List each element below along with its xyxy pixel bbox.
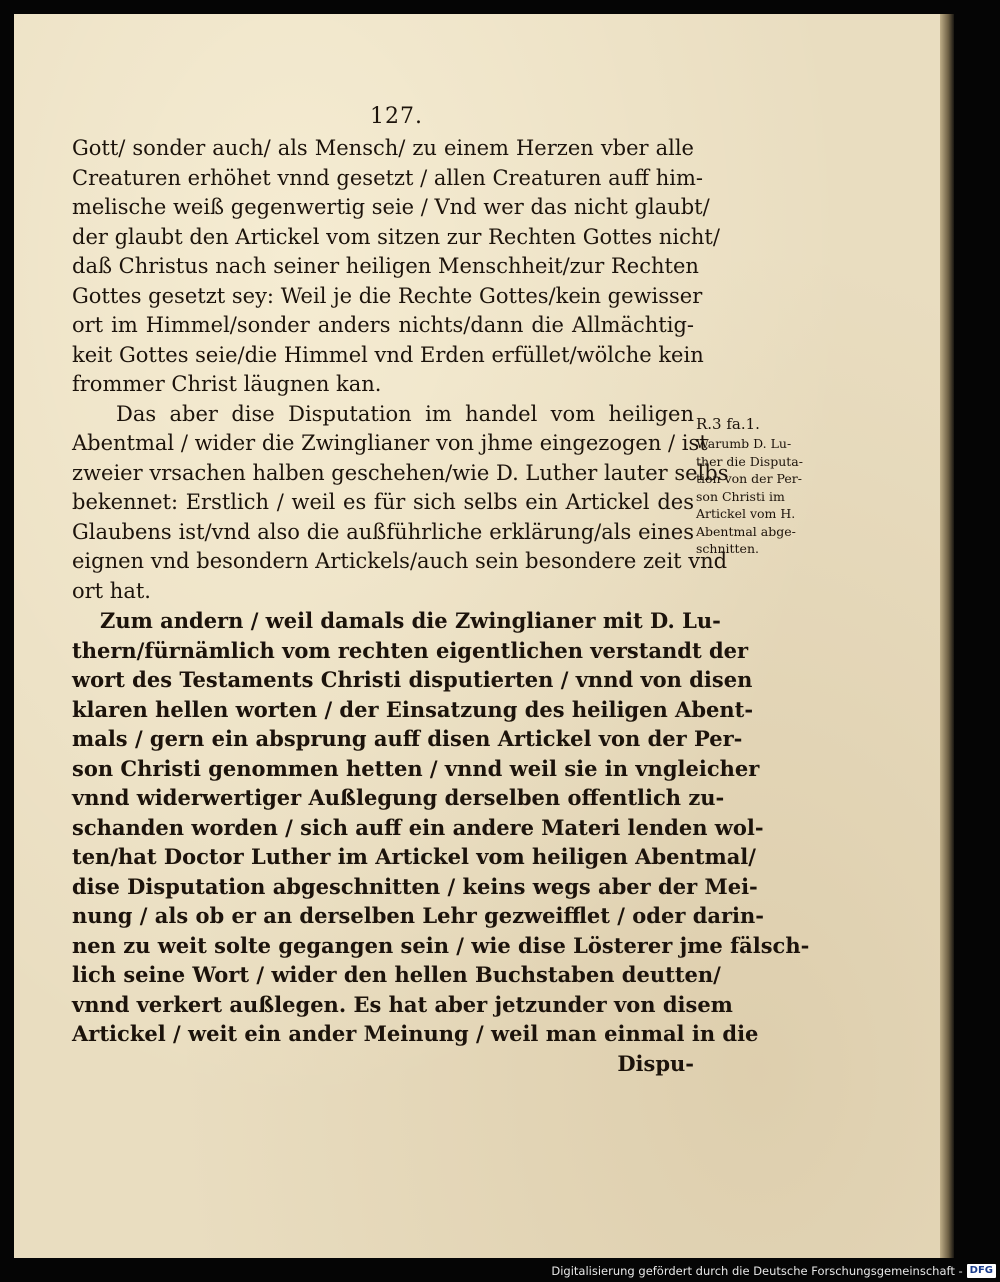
marginal-note xyxy=(696,413,836,558)
page-number: 127. xyxy=(370,104,423,129)
text-line: frommer Christ läugnen kan. xyxy=(72,372,382,396)
text-line: vnnd widerwertiger Außlegung derselben offentlich zu- xyxy=(72,785,725,810)
text-line: nen zu weit solte gegangen sein / wie dise Lösterer jme fälsch- xyxy=(72,932,810,958)
text-line: Artickel / weit ein ander Meinung / weil man einmal in die xyxy=(72,1021,759,1046)
marginal-line: Abentmal abge- xyxy=(696,523,796,539)
text-line: ort im Himmel/sonder anders nichts/dann die Allmächtig- xyxy=(72,313,694,337)
text-line: nung / als ob er an derselben Lehr gezweifflet / oder darin- xyxy=(72,903,765,928)
text-line: ten/hat Doctor Luther im Artickel vom heiligen Abentmal/ xyxy=(72,844,756,869)
text-line: keit Gottes seie/die Himmel vnd Erden erfüllet/wölche kein xyxy=(72,342,704,367)
text-line: lich seine Wort / wider den hellen Buchstaben deutten/ xyxy=(72,962,721,987)
text-line: der glaubt den Artickel vom sitzen zur Rechten Gottes nicht/ xyxy=(72,224,720,249)
text-line: wort des Testaments Christi disputierten / vnnd von disen xyxy=(72,667,753,692)
text-line: Gottes gesetzt sey: Weil je die Rechte Gottes/kein gewisser xyxy=(72,283,703,308)
text-line: dise Disputation abgeschnitten / keins wegs aber der Mei- xyxy=(72,873,758,899)
text-line: ort hat. xyxy=(72,578,151,603)
marginal-line: ther die Disputa- xyxy=(696,453,803,469)
text-line: bekennet: Erstlich / weil es für sich selbs ein Artickel des xyxy=(72,490,694,514)
marginal-line: Warumb D. Lu- xyxy=(696,436,792,451)
funding-credit: Digitalisierung gefördert durch die Deutsche Forschungsgemeinschaft - xyxy=(551,1264,963,1278)
catchword: Dispu- xyxy=(617,1050,694,1076)
text-line: schanden worden / sich auff ein andere Materi lenden wol- xyxy=(72,814,764,840)
dfg-logo: DFG xyxy=(967,1264,996,1278)
text-line: Abentmal / wider die Zwinglianer von jhme eingezogen / ist xyxy=(72,431,708,455)
page-edge-shadow xyxy=(940,14,954,1258)
text-line: thern/fürnämlich vom rechten eigentlichen verstandt der xyxy=(72,637,749,663)
marginal-line: schnitten. xyxy=(696,541,759,556)
text-line: daß Christus nach seiner heiligen Menschheit/zur Rechten xyxy=(72,254,699,278)
text-line: klaren hellen worten / der Einsatzung des heiligen Abent- xyxy=(72,696,754,722)
marginal-reference: R.3 fa.1. xyxy=(696,415,760,433)
digitization-footer xyxy=(551,1262,996,1280)
marginal-line: son Christi im xyxy=(696,488,785,504)
text-line: Das aber dise Disputation im handel vom heiligen xyxy=(116,401,694,426)
text-line: Gott/ sonder auch/ als Mensch/ zu einem Herzen vber alle xyxy=(72,136,694,160)
text-line: Glaubens ist/vnd also die außführliche erklärung/als eines xyxy=(72,519,694,544)
text-line: Creaturen erhöhet vnnd gesetzt / allen Creaturen auff him- xyxy=(72,165,704,190)
text-line: melische weiß gegenwertig seie / Vnd wer das nicht glaubt/ xyxy=(72,195,710,219)
text-line: Zum andern / weil damals die Zwinglianer mit D. Lu- xyxy=(100,608,721,633)
marginal-line: tion von der Per- xyxy=(696,471,802,486)
text-line: mals / gern ein absprung auff disen Artickel von der Per- xyxy=(72,726,743,751)
marginal-line: Artickel vom H. xyxy=(696,506,796,521)
text-line: zweier vrsachen halben geschehen/wie D. Luther lauter selbs xyxy=(72,460,729,485)
text-line: vnnd verkert außlegen. Es hat aber jetzunder von disem xyxy=(72,991,733,1017)
text-line: son Christi genommen hetten / vnnd weil sie in vngleicher xyxy=(72,755,760,781)
text-line: eignen vnd besondern Artickels/auch sein besondere zeit vnd xyxy=(72,549,728,573)
